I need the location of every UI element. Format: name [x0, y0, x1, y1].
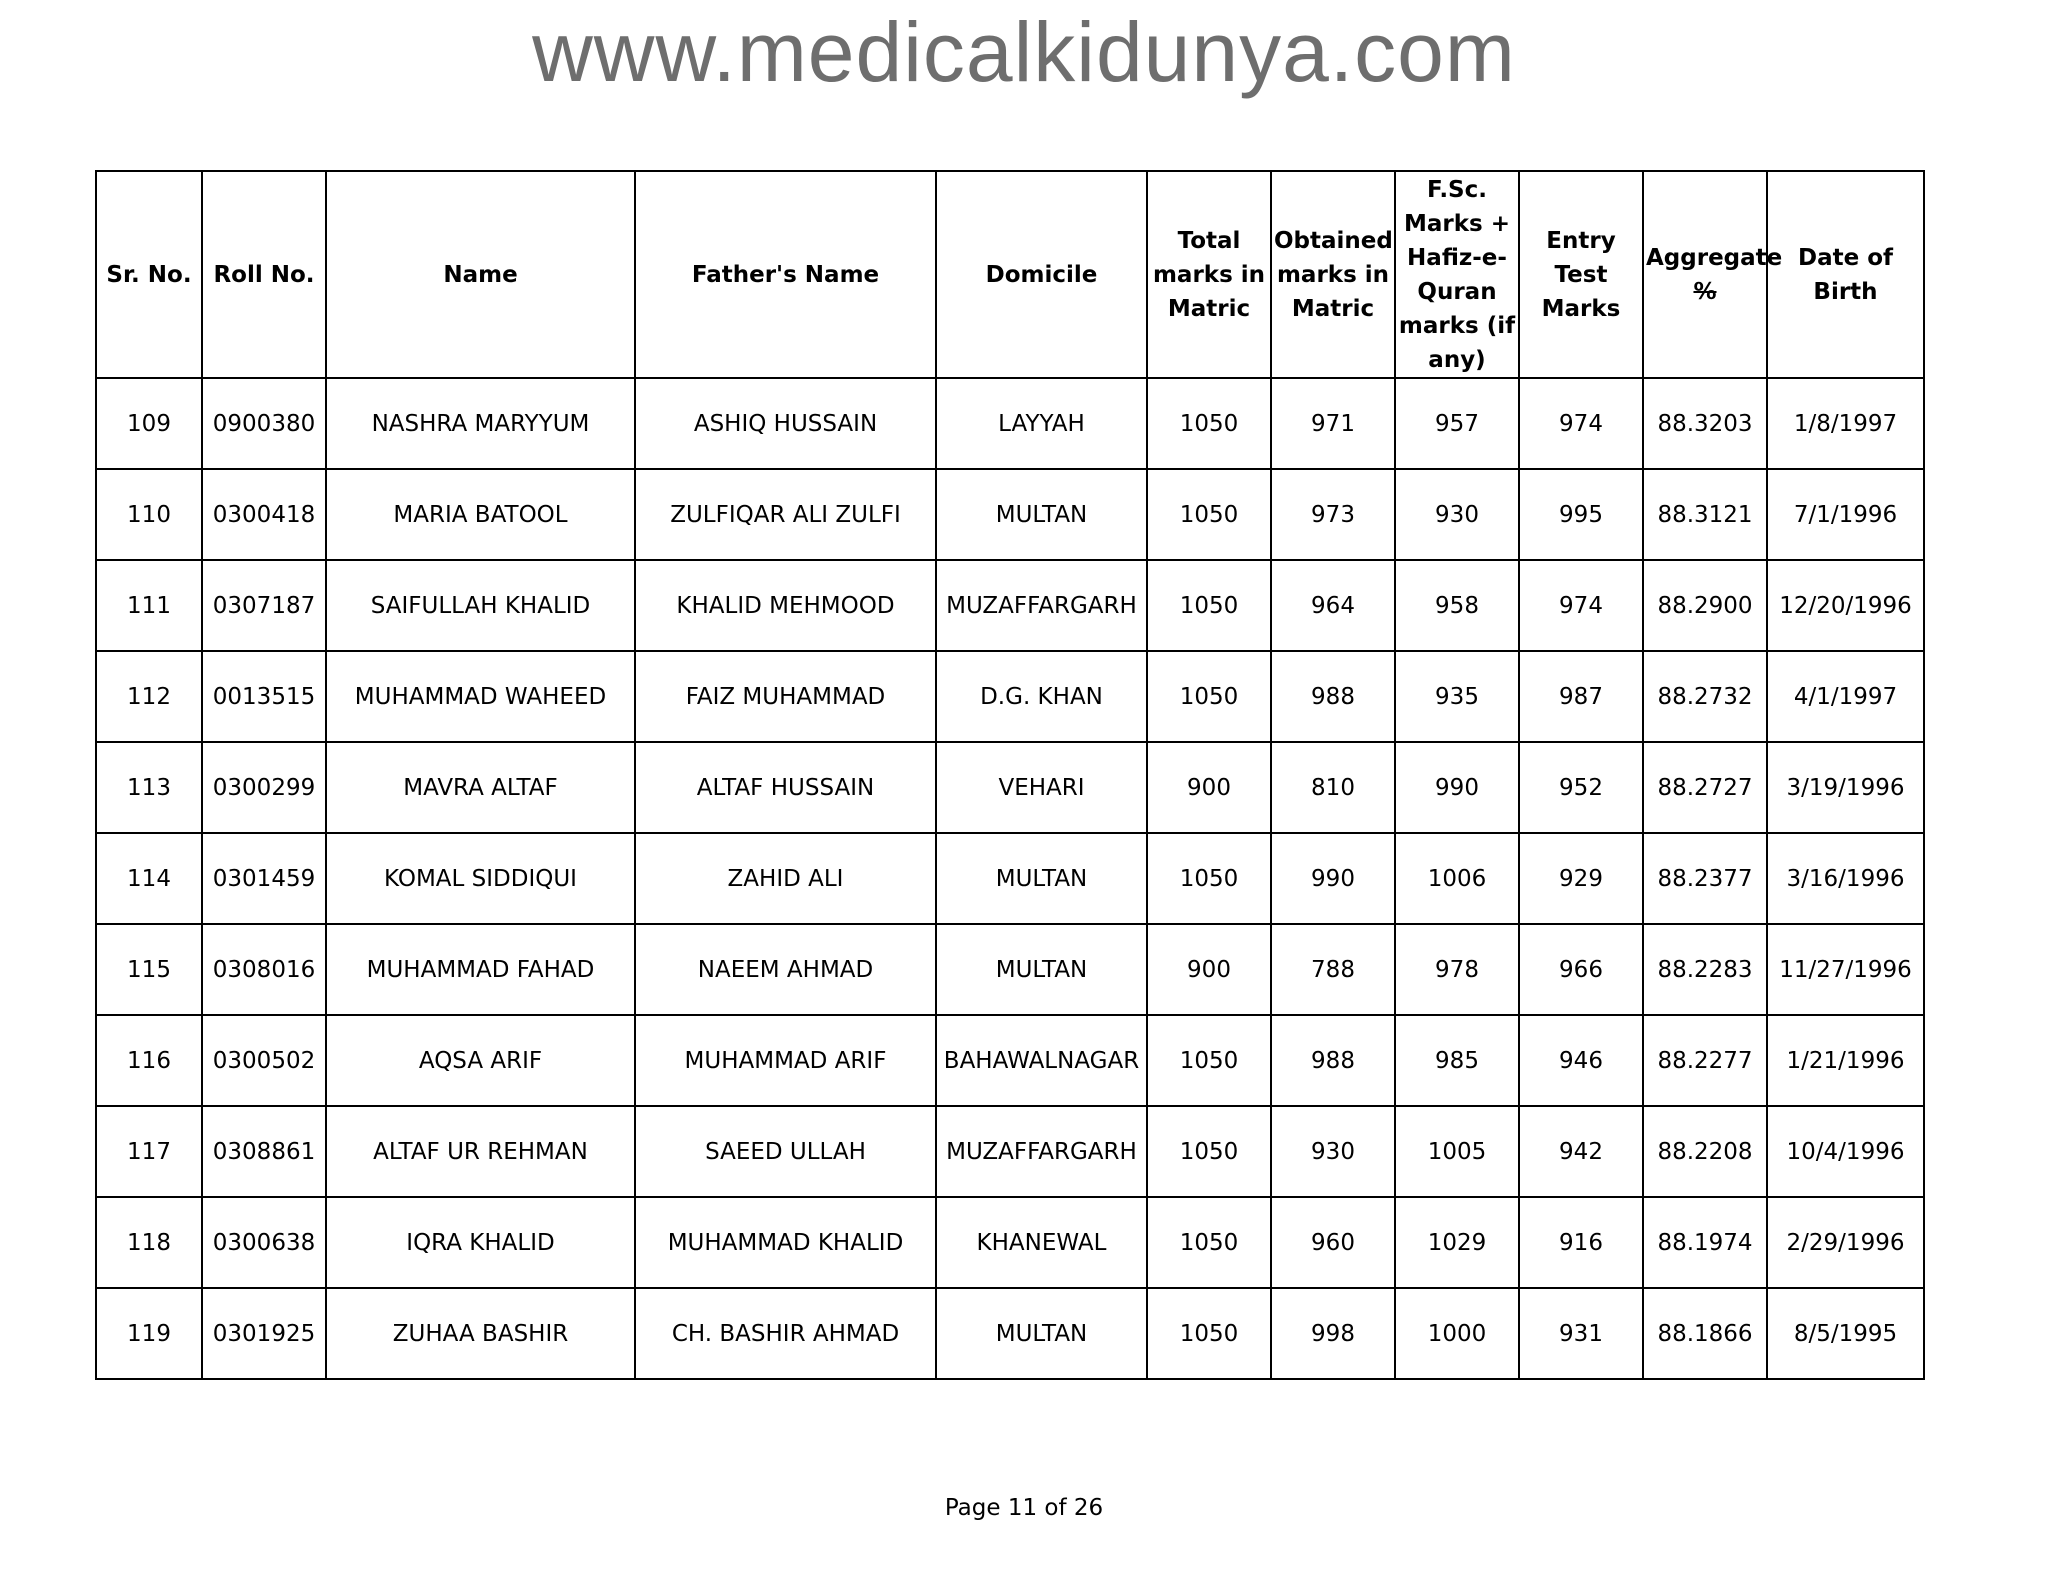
header-domicile: Domicile — [936, 171, 1147, 378]
cell-date-of-birth: 7/1/1996 — [1767, 469, 1924, 560]
cell-domicile: MULTAN — [936, 833, 1147, 924]
cell-obtained-marks-matric: 971 — [1271, 378, 1395, 469]
header-entry-test-marks: Entry Test Marks — [1519, 171, 1643, 378]
cell-total-marks-matric: 1050 — [1147, 1197, 1271, 1288]
cell-sr-no: 112 — [96, 651, 202, 742]
cell-date-of-birth: 11/27/1996 — [1767, 924, 1924, 1015]
cell-roll-no: 0301459 — [202, 833, 326, 924]
cell-roll-no: 0900380 — [202, 378, 326, 469]
header-name: Name — [326, 171, 635, 378]
cell-date-of-birth: 10/4/1996 — [1767, 1106, 1924, 1197]
cell-roll-no: 0300502 — [202, 1015, 326, 1106]
cell-fathers-name: MUHAMMAD KHALID — [635, 1197, 936, 1288]
cell-domicile: MUZAFFARGARH — [936, 560, 1147, 651]
cell-date-of-birth: 2/29/1996 — [1767, 1197, 1924, 1288]
cell-obtained-marks-matric: 810 — [1271, 742, 1395, 833]
table-row — [96, 1015, 1924, 1106]
table-row — [96, 378, 1924, 469]
cell-domicile: VEHARI — [936, 742, 1147, 833]
cell-fsc-marks: 1029 — [1395, 1197, 1519, 1288]
cell-obtained-marks-matric: 998 — [1271, 1288, 1395, 1379]
cell-date-of-birth: 3/19/1996 — [1767, 742, 1924, 833]
cell-total-marks-matric: 1050 — [1147, 833, 1271, 924]
cell-roll-no: 0307187 — [202, 560, 326, 651]
cell-aggregate: 88.3121 — [1643, 469, 1767, 560]
watermark-url: www.medicalkidunya.com — [532, 5, 1516, 99]
cell-roll-no: 0300299 — [202, 742, 326, 833]
cell-name: MARIA BATOOL — [326, 469, 635, 560]
cell-entry-test-marks: 946 — [1519, 1015, 1643, 1106]
cell-sr-no: 115 — [96, 924, 202, 1015]
cell-fsc-marks: 1000 — [1395, 1288, 1519, 1379]
cell-fsc-marks: 1005 — [1395, 1106, 1519, 1197]
cell-total-marks-matric: 1050 — [1147, 1288, 1271, 1379]
cell-roll-no: 0300418 — [202, 469, 326, 560]
cell-name: KOMAL SIDDIQUI — [326, 833, 635, 924]
cell-fsc-marks: 935 — [1395, 651, 1519, 742]
table-row — [96, 1106, 1924, 1197]
cell-sr-no: 116 — [96, 1015, 202, 1106]
cell-aggregate: 88.1866 — [1643, 1288, 1767, 1379]
cell-entry-test-marks: 952 — [1519, 742, 1643, 833]
table-row — [96, 651, 1924, 742]
cell-sr-no: 110 — [96, 469, 202, 560]
cell-fathers-name: ZULFIQAR ALI ZULFI — [635, 469, 936, 560]
cell-name: MAVRA ALTAF — [326, 742, 635, 833]
cell-domicile: MULTAN — [936, 1288, 1147, 1379]
cell-date-of-birth: 4/1/1997 — [1767, 651, 1924, 742]
cell-domicile: MULTAN — [936, 924, 1147, 1015]
header-row — [96, 171, 1924, 378]
cell-total-marks-matric: 1050 — [1147, 1106, 1271, 1197]
cell-obtained-marks-matric: 988 — [1271, 1015, 1395, 1106]
cell-fathers-name: CH. BASHIR AHMAD — [635, 1288, 936, 1379]
cell-aggregate: 88.3203 — [1643, 378, 1767, 469]
cell-obtained-marks-matric: 964 — [1271, 560, 1395, 651]
table-row — [96, 1197, 1924, 1288]
cell-total-marks-matric: 1050 — [1147, 378, 1271, 469]
cell-sr-no: 118 — [96, 1197, 202, 1288]
cell-entry-test-marks: 916 — [1519, 1197, 1643, 1288]
cell-fsc-marks: 985 — [1395, 1015, 1519, 1106]
cell-name: NASHRA MARYYUM — [326, 378, 635, 469]
cell-name: IQRA KHALID — [326, 1197, 635, 1288]
cell-name: ALTAF UR REHMAN — [326, 1106, 635, 1197]
page-number: Page 11 of 26 — [944, 1495, 1104, 1521]
cell-obtained-marks-matric: 973 — [1271, 469, 1395, 560]
cell-entry-test-marks: 966 — [1519, 924, 1643, 1015]
table-row — [96, 1288, 1924, 1379]
cell-obtained-marks-matric: 990 — [1271, 833, 1395, 924]
cell-entry-test-marks: 931 — [1519, 1288, 1643, 1379]
cell-aggregate: 88.2208 — [1643, 1106, 1767, 1197]
cell-sr-no: 111 — [96, 560, 202, 651]
cell-sr-no: 117 — [96, 1106, 202, 1197]
cell-fathers-name: NAEEM AHMAD — [635, 924, 936, 1015]
header-date-of-birth: Date of Birth — [1767, 171, 1924, 378]
merit-list-table — [95, 170, 1925, 1380]
cell-entry-test-marks: 987 — [1519, 651, 1643, 742]
cell-name: MUHAMMAD FAHAD — [326, 924, 635, 1015]
header-total-marks-matric: Total marks in Matric — [1147, 171, 1271, 378]
cell-aggregate: 88.2732 — [1643, 651, 1767, 742]
header-fathers-name: Father's Name — [635, 171, 936, 378]
cell-obtained-marks-matric: 960 — [1271, 1197, 1395, 1288]
table-row — [96, 924, 1924, 1015]
cell-obtained-marks-matric: 988 — [1271, 651, 1395, 742]
cell-total-marks-matric: 1050 — [1147, 560, 1271, 651]
cell-roll-no: 0308016 — [202, 924, 326, 1015]
cell-name: AQSA ARIF — [326, 1015, 635, 1106]
cell-fsc-marks: 957 — [1395, 378, 1519, 469]
cell-fathers-name: SAEED ULLAH — [635, 1106, 936, 1197]
cell-fathers-name: FAIZ MUHAMMAD — [635, 651, 936, 742]
cell-total-marks-matric: 1050 — [1147, 469, 1271, 560]
cell-fathers-name: MUHAMMAD ARIF — [635, 1015, 936, 1106]
cell-date-of-birth: 1/21/1996 — [1767, 1015, 1924, 1106]
table-row — [96, 560, 1924, 651]
cell-entry-test-marks: 995 — [1519, 469, 1643, 560]
header-aggregate-symbol: % — [1693, 278, 1717, 305]
cell-aggregate: 88.2283 — [1643, 924, 1767, 1015]
cell-fsc-marks: 930 — [1395, 469, 1519, 560]
cell-name: MUHAMMAD WAHEED — [326, 651, 635, 742]
cell-fathers-name: KHALID MEHMOOD — [635, 560, 936, 651]
cell-date-of-birth: 1/8/1997 — [1767, 378, 1924, 469]
cell-domicile: D.G. KHAN — [936, 651, 1147, 742]
cell-total-marks-matric: 1050 — [1147, 651, 1271, 742]
header-roll-no: Roll No. — [202, 171, 326, 378]
cell-aggregate: 88.2900 — [1643, 560, 1767, 651]
table-row — [96, 742, 1924, 833]
cell-sr-no: 109 — [96, 378, 202, 469]
cell-total-marks-matric: 900 — [1147, 924, 1271, 1015]
header-fsc-marks: F.Sc. Marks + Hafiz-e-Quran marks (if any) — [1395, 171, 1519, 378]
cell-sr-no: 114 — [96, 833, 202, 924]
cell-fathers-name: ASHIQ HUSSAIN — [635, 378, 936, 469]
cell-roll-no: 0301925 — [202, 1288, 326, 1379]
cell-entry-test-marks: 974 — [1519, 560, 1643, 651]
cell-aggregate: 88.2377 — [1643, 833, 1767, 924]
cell-date-of-birth: 12/20/1996 — [1767, 560, 1924, 651]
table-row — [96, 833, 1924, 924]
cell-aggregate: 88.2727 — [1643, 742, 1767, 833]
cell-domicile: LAYYAH — [936, 378, 1147, 469]
cell-entry-test-marks: 974 — [1519, 378, 1643, 469]
cell-total-marks-matric: 1050 — [1147, 1015, 1271, 1106]
header-aggregate — [1643, 171, 1783, 378]
cell-entry-test-marks: 942 — [1519, 1106, 1643, 1197]
cell-fathers-name: ZAHID ALI — [635, 833, 936, 924]
cell-domicile: BAHAWALNAGAR — [936, 1015, 1147, 1106]
cell-date-of-birth: 8/5/1995 — [1767, 1288, 1924, 1379]
cell-obtained-marks-matric: 930 — [1271, 1106, 1395, 1197]
header-obtained-marks-matric: Obtained marks in Matric — [1271, 171, 1395, 378]
header-aggregate-word: Aggregate — [1646, 244, 1783, 271]
cell-roll-no: 0308861 — [202, 1106, 326, 1197]
header-sr-no: Sr. No. — [96, 171, 202, 378]
cell-roll-no: 0300638 — [202, 1197, 326, 1288]
cell-fsc-marks: 990 — [1395, 742, 1519, 833]
cell-fsc-marks: 978 — [1395, 924, 1519, 1015]
cell-fsc-marks: 1006 — [1395, 833, 1519, 924]
cell-fsc-marks: 958 — [1395, 560, 1519, 651]
cell-date-of-birth: 3/16/1996 — [1767, 833, 1924, 924]
cell-roll-no: 0013515 — [202, 651, 326, 742]
cell-obtained-marks-matric: 788 — [1271, 924, 1395, 1015]
cell-name: SAIFULLAH KHALID — [326, 560, 635, 651]
cell-name: ZUHAA BASHIR — [326, 1288, 635, 1379]
cell-domicile: MULTAN — [936, 469, 1147, 560]
cell-domicile: KHANEWAL — [936, 1197, 1147, 1288]
cell-fathers-name: ALTAF HUSSAIN — [635, 742, 936, 833]
table-body — [96, 378, 1924, 1379]
cell-sr-no: 113 — [96, 742, 202, 833]
cell-domicile: MUZAFFARGARH — [936, 1106, 1147, 1197]
cell-aggregate: 88.1974 — [1643, 1197, 1767, 1288]
cell-total-marks-matric: 900 — [1147, 742, 1271, 833]
cell-sr-no: 119 — [96, 1288, 202, 1379]
table-row — [96, 469, 1924, 560]
cell-aggregate: 88.2277 — [1643, 1015, 1767, 1106]
cell-entry-test-marks: 929 — [1519, 833, 1643, 924]
